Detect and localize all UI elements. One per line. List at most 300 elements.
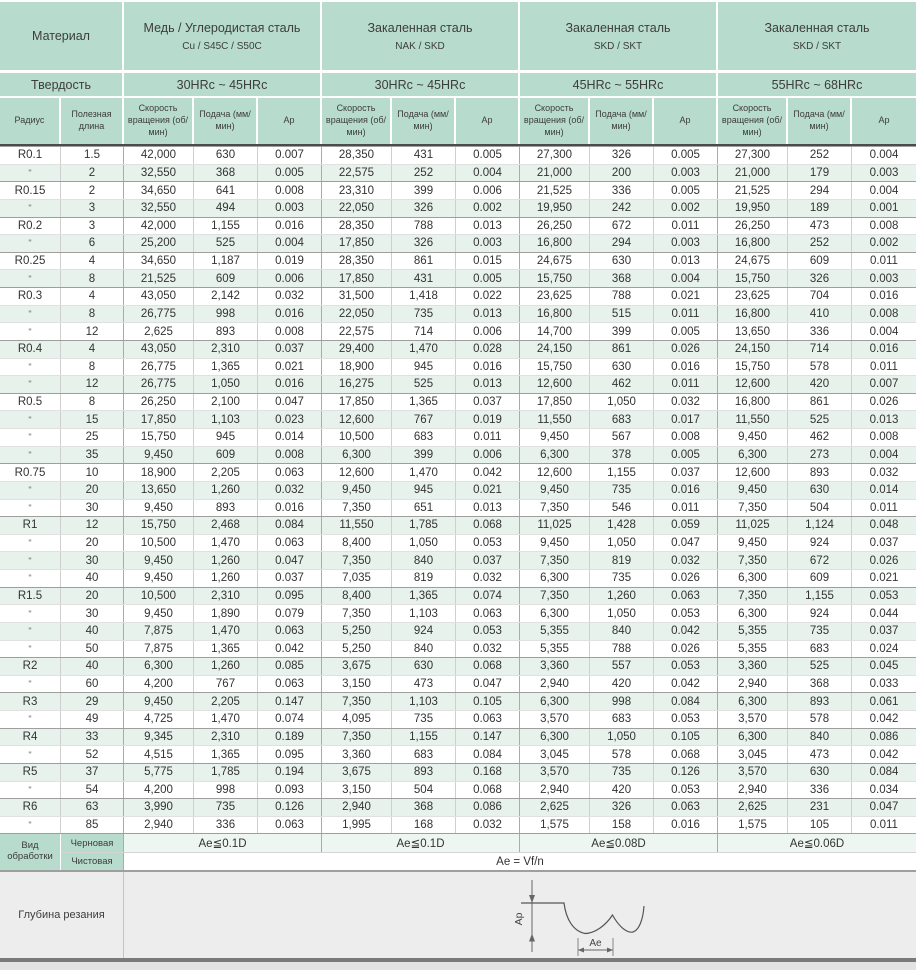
cell-speed: 7,350 — [520, 500, 590, 517]
cell-speed: 17,850 — [322, 235, 392, 252]
group-grades: NAK / SKD — [395, 40, 445, 52]
cell-speed: 2,625 — [520, 799, 590, 816]
rough-row — [61, 834, 916, 852]
table-row — [0, 181, 916, 199]
cell-feed: 473 — [788, 218, 852, 235]
cell-speed: 17,850 — [124, 411, 194, 428]
cell-speed: 6,300 — [520, 605, 590, 622]
cell-ap: 0.013 — [456, 306, 520, 323]
cell-ap: 0.053 — [654, 658, 718, 675]
cell-speed: 15,750 — [124, 517, 194, 534]
cell-feed: 420 — [590, 782, 654, 799]
cell-speed: 4,200 — [124, 782, 194, 799]
cell-feed: 1,470 — [194, 535, 258, 552]
cell-feed: 1,365 — [392, 588, 456, 605]
cell-speed: 2,940 — [520, 782, 590, 799]
table-row — [0, 798, 916, 816]
cell-speed: 9,450 — [520, 482, 590, 499]
cell-feed: 609 — [788, 570, 852, 587]
material-header-row — [0, 2, 916, 70]
cell-ap: 0.013 — [869, 413, 899, 426]
cell-ap: 0.008 — [258, 182, 322, 199]
cell-speed: 9,450 — [124, 570, 194, 587]
cell-speed: 6,300 — [520, 447, 590, 464]
cell-feed: 105 — [788, 817, 852, 834]
cell-speed: 7,875 — [124, 641, 194, 658]
cell-radius: ʺ — [0, 482, 61, 499]
cell-ap: 0.016 — [258, 376, 322, 393]
hardness-range-3: 45HRc ~ 55HRc — [520, 73, 718, 96]
cell-ap: 0.194 — [258, 764, 322, 781]
cell-ap: 0.002 — [456, 200, 520, 217]
cell-speed: 5,355 — [718, 623, 788, 640]
cell-ap: 0.068 — [456, 517, 520, 534]
cell-speed: 3,570 — [718, 764, 788, 781]
cell-ap: 0.003 — [654, 235, 718, 252]
cell-ap: 0.048 — [869, 519, 899, 532]
cell-feed: 861 — [590, 341, 654, 358]
cell-speed: 43,050 — [124, 288, 194, 305]
length-column-header: Полезная длина — [61, 98, 124, 144]
cell-ap: 0.084 — [654, 693, 718, 710]
cell-speed: 34,650 — [124, 253, 194, 270]
cell-feed: 1,470 — [392, 464, 456, 481]
cell-feed: 924 — [392, 623, 456, 640]
cell-feed: 399 — [392, 447, 456, 464]
cell-speed: 3,045 — [520, 746, 590, 763]
cell-ap: 0.063 — [258, 817, 322, 834]
cell-speed: 15,750 — [718, 270, 788, 287]
rough-value-3: Ae≦0.08D — [520, 834, 718, 852]
cell-length: 6 — [61, 235, 124, 252]
radius-column-header: Радиус — [0, 98, 61, 144]
cell-radius: R2 — [0, 658, 61, 675]
table-row — [0, 358, 916, 376]
cell-ap: 0.004 — [456, 165, 520, 182]
cell-feed: 462 — [788, 429, 852, 446]
table-row — [0, 252, 916, 270]
cell-speed: 16,800 — [520, 235, 590, 252]
cell-feed: 179 — [788, 165, 852, 182]
cell-radius: R5 — [0, 764, 61, 781]
cell-speed: 24,150 — [718, 341, 788, 358]
cell-ap: 0.063 — [258, 535, 322, 552]
cell-speed: 8,400 — [322, 588, 392, 605]
cell-feed: 924 — [788, 535, 852, 552]
cell-feed: 683 — [392, 746, 456, 763]
cell-ap: 0.003 — [654, 165, 718, 182]
feed-column-header: Подача (мм/мин) — [788, 98, 852, 144]
cell-ap: 0.026 — [869, 396, 899, 409]
cell-speed: 7,350 — [322, 729, 392, 746]
cell-ap: 0.061 — [869, 695, 899, 708]
cell-feed: 893 — [788, 464, 852, 481]
mode-label-cell: Вид обработки — [0, 834, 61, 870]
table-row — [0, 657, 916, 675]
cell-feed: 893 — [788, 693, 852, 710]
cell-feed: 1,365 — [194, 641, 258, 658]
cell-ap: 0.016 — [258, 218, 322, 235]
cell-feed: 504 — [788, 500, 852, 517]
group-grades: Cu / S45C / S50C — [182, 40, 262, 52]
table-row — [0, 781, 916, 799]
cell-ap: 0.047 — [258, 394, 322, 411]
cell-feed: 252 — [392, 165, 456, 182]
cell-speed: 16,800 — [718, 394, 788, 411]
cell-radius: R0.5 — [0, 394, 61, 411]
cell-feed: 431 — [392, 270, 456, 287]
cell-length: 8 — [61, 306, 124, 323]
cell-ap: 0.074 — [456, 588, 520, 605]
cell-feed: 294 — [788, 182, 852, 199]
cell-speed: 16,800 — [718, 235, 788, 252]
table-row — [0, 375, 916, 393]
cell-length: 12 — [61, 517, 124, 534]
cell-feed: 525 — [788, 411, 852, 428]
cell-feed: 168 — [392, 817, 456, 834]
cell-feed: 683 — [788, 641, 852, 658]
table-row — [0, 728, 916, 746]
cell-ap: 0.004 — [869, 448, 899, 461]
cell-feed: 1,470 — [194, 711, 258, 728]
cell-radius: ʺ — [0, 641, 61, 658]
table-row — [0, 410, 916, 428]
cell-feed: 2,468 — [194, 517, 258, 534]
cell-ap: 0.016 — [654, 359, 718, 376]
table-row — [0, 675, 916, 693]
cell-speed: 3,150 — [322, 676, 392, 693]
cell-speed: 5,355 — [520, 623, 590, 640]
cell-speed: 24,675 — [520, 253, 590, 270]
cell-speed: 21,525 — [718, 182, 788, 199]
rough-value-2: Ae≦0.1D — [322, 834, 520, 852]
cell-feed: 1,418 — [392, 288, 456, 305]
cell-feed: 557 — [590, 658, 654, 675]
cell-ap: 0.105 — [654, 729, 718, 746]
cell-feed: 368 — [194, 165, 258, 182]
cell-ap: 0.026 — [869, 554, 899, 567]
cell-speed: 22,050 — [322, 306, 392, 323]
cell-length: 30 — [61, 552, 124, 569]
cell-speed: 12,600 — [718, 464, 788, 481]
cell-feed: 819 — [590, 552, 654, 569]
cell-length: 63 — [61, 799, 124, 816]
cell-feed: 998 — [194, 782, 258, 799]
feed-column-header: Подача (мм/мин) — [590, 98, 654, 144]
cell-length: 20 — [61, 535, 124, 552]
cell-ap: 0.168 — [456, 764, 520, 781]
cell-speed: 42,000 — [124, 218, 194, 235]
cell-feed: 945 — [392, 359, 456, 376]
table-row — [0, 710, 916, 728]
cell-ap: 0.007 — [258, 147, 322, 164]
cell-ap: 0.085 — [258, 658, 322, 675]
cell-ap: 0.004 — [869, 149, 899, 162]
cell-length: 85 — [61, 817, 124, 834]
cell-speed: 28,350 — [322, 253, 392, 270]
cell-ap: 0.147 — [258, 693, 322, 710]
cell-ap: 0.053 — [869, 589, 899, 602]
cell-radius: ʺ — [0, 165, 61, 182]
cell-ap: 0.008 — [258, 323, 322, 340]
cell-ap: 0.084 — [869, 766, 899, 779]
group-grades: SKD / SKT — [593, 40, 643, 52]
cell-radius: R0.1 — [0, 147, 61, 164]
cell-speed: 3,150 — [322, 782, 392, 799]
cell-ap: 0.042 — [869, 748, 899, 761]
cell-feed: 525 — [788, 658, 852, 675]
cell-ap: 0.016 — [869, 290, 899, 303]
cell-ap: 0.093 — [258, 782, 322, 799]
cell-feed: 420 — [590, 676, 654, 693]
cell-ap: 0.042 — [869, 713, 899, 726]
cell-feed: 1,050 — [590, 729, 654, 746]
cell-length: 49 — [61, 711, 124, 728]
cell-feed: 893 — [194, 500, 258, 517]
cell-speed: 18,900 — [322, 359, 392, 376]
cell-feed: 1,365 — [194, 359, 258, 376]
cell-radius: R0.75 — [0, 464, 61, 481]
cell-feed: 368 — [788, 676, 852, 693]
cell-feed: 336 — [590, 182, 654, 199]
cell-radius: ʺ — [0, 746, 61, 763]
cell-feed: 2,310 — [194, 588, 258, 605]
cell-feed: 767 — [392, 411, 456, 428]
cell-ap: 0.042 — [456, 464, 520, 481]
cell-ap: 0.024 — [869, 642, 899, 655]
cell-feed: 242 — [590, 200, 654, 217]
data-rows — [0, 146, 916, 833]
cell-feed: 326 — [788, 270, 852, 287]
cell-speed: 11,025 — [718, 517, 788, 534]
cell-speed: 5,355 — [520, 641, 590, 658]
cell-ap: 0.004 — [869, 184, 899, 197]
cell-radius: ʺ — [0, 235, 61, 252]
cell-feed: 672 — [788, 552, 852, 569]
cell-ap: 0.004 — [869, 325, 899, 338]
cell-ap: 0.059 — [654, 517, 718, 534]
cell-speed: 9,450 — [124, 552, 194, 569]
cell-feed: 1,155 — [194, 218, 258, 235]
cell-speed: 6,300 — [322, 447, 392, 464]
cell-speed: 27,300 — [718, 147, 788, 164]
cell-speed: 6,300 — [124, 658, 194, 675]
cell-speed: 3,675 — [322, 658, 392, 675]
cell-ap: 0.063 — [456, 605, 520, 622]
cell-ap: 0.016 — [869, 343, 899, 356]
cell-feed: 2,205 — [194, 464, 258, 481]
cell-speed: 28,350 — [322, 147, 392, 164]
cell-speed: 7,350 — [322, 693, 392, 710]
feed-column-header: Подача (мм/мин) — [194, 98, 258, 144]
cell-ap: 0.047 — [869, 801, 899, 814]
cell-speed: 7,350 — [520, 588, 590, 605]
cell-ap: 0.042 — [258, 641, 322, 658]
cell-speed: 6,300 — [520, 693, 590, 710]
table-row — [0, 164, 916, 182]
cell-radius: ʺ — [0, 605, 61, 622]
cell-length: 30 — [61, 500, 124, 517]
cell-feed: 1,155 — [392, 729, 456, 746]
cell-ap: 0.034 — [869, 783, 899, 796]
cell-ap: 0.016 — [654, 817, 718, 834]
cell-speed: 6,300 — [718, 693, 788, 710]
table-row — [0, 322, 916, 340]
cell-length: 37 — [61, 764, 124, 781]
cell-feed: 788 — [392, 218, 456, 235]
cell-speed: 22,575 — [322, 165, 392, 182]
cell-feed: 893 — [392, 764, 456, 781]
cell-speed: 1,575 — [520, 817, 590, 834]
cell-feed: 893 — [194, 323, 258, 340]
cell-length: 35 — [61, 447, 124, 464]
cell-ap: 0.011 — [654, 306, 718, 323]
cell-ap: 0.002 — [654, 200, 718, 217]
cell-speed: 11,025 — [520, 517, 590, 534]
cell-ap: 0.004 — [654, 270, 718, 287]
cell-radius: ʺ — [0, 376, 61, 393]
cell-feed: 326 — [392, 235, 456, 252]
cell-length: 4 — [61, 341, 124, 358]
cell-speed: 12,600 — [520, 376, 590, 393]
cell-feed: 945 — [392, 482, 456, 499]
cell-ap: 0.095 — [258, 746, 322, 763]
cell-ap: 0.008 — [869, 307, 899, 320]
mode-rows — [0, 833, 916, 870]
cell-ap: 0.086 — [869, 730, 899, 743]
material-group-1 — [124, 2, 322, 70]
table-row — [0, 640, 916, 658]
cell-ap: 0.026 — [654, 641, 718, 658]
cell-length: 10 — [61, 464, 124, 481]
cell-ap: 0.011 — [654, 500, 718, 517]
cell-feed: 1,260 — [590, 588, 654, 605]
cell-feed: 672 — [590, 218, 654, 235]
depth-diagram — [436, 872, 686, 958]
cell-speed: 26,250 — [124, 394, 194, 411]
cell-speed: 2,625 — [718, 799, 788, 816]
cell-ap: 0.032 — [456, 641, 520, 658]
cell-ap: 0.026 — [654, 341, 718, 358]
cell-ap: 0.053 — [456, 623, 520, 640]
cell-ap: 0.053 — [654, 605, 718, 622]
cell-ap: 0.037 — [654, 464, 718, 481]
cell-ap: 0.013 — [456, 218, 520, 235]
speed-column-header: Скорость вращения (об/мин) — [718, 98, 788, 144]
cell-ap: 0.021 — [869, 572, 899, 585]
cell-ap: 0.189 — [258, 729, 322, 746]
cell-ap: 0.011 — [870, 819, 898, 832]
cell-feed: 2,310 — [194, 341, 258, 358]
column-header-row — [0, 98, 916, 144]
cell-ap: 0.063 — [258, 464, 322, 481]
cell-feed: 998 — [590, 693, 654, 710]
cell-ap: 0.105 — [456, 693, 520, 710]
cell-ap: 0.037 — [456, 552, 520, 569]
cell-speed: 7,350 — [718, 500, 788, 517]
table-row — [0, 217, 916, 235]
table-row — [0, 428, 916, 446]
cell-feed: 2,100 — [194, 394, 258, 411]
cell-speed: 9,450 — [520, 429, 590, 446]
cell-ap: 0.005 — [654, 147, 718, 164]
cell-feed: 683 — [590, 411, 654, 428]
cell-feed: 252 — [788, 147, 852, 164]
cell-speed: 15,750 — [124, 429, 194, 446]
cell-ap: 0.015 — [456, 253, 520, 270]
cell-feed: 1,155 — [590, 464, 654, 481]
cell-length: 40 — [61, 623, 124, 640]
cell-length: 1.5 — [61, 147, 124, 164]
cell-speed: 2,940 — [718, 782, 788, 799]
speed-column-header: Скорость вращения (об/мин) — [124, 98, 194, 144]
cell-speed: 21,000 — [718, 165, 788, 182]
hardness-header-row — [0, 73, 916, 96]
cell-feed: 630 — [590, 253, 654, 270]
cell-speed: 2,625 — [124, 323, 194, 340]
cell-speed: 5,775 — [124, 764, 194, 781]
cell-feed: 431 — [392, 147, 456, 164]
cell-ap: 0.005 — [258, 165, 322, 182]
cell-ap: 0.053 — [456, 535, 520, 552]
cell-ap: 0.016 — [258, 500, 322, 517]
cell-feed: 861 — [392, 253, 456, 270]
cell-radius: R0.25 — [0, 253, 61, 270]
cell-speed: 15,750 — [520, 270, 590, 287]
cell-feed: 200 — [590, 165, 654, 182]
cell-speed: 14,700 — [520, 323, 590, 340]
cell-feed: 630 — [392, 658, 456, 675]
material-group-4 — [718, 2, 916, 70]
cell-ap: 0.045 — [869, 660, 899, 673]
cell-speed: 6,300 — [718, 729, 788, 746]
cell-ap: 0.013 — [456, 376, 520, 393]
cell-feed: 567 — [590, 429, 654, 446]
table-row — [0, 481, 916, 499]
cell-length: 8 — [61, 270, 124, 287]
cell-feed: 788 — [590, 288, 654, 305]
cell-feed: 1,470 — [392, 341, 456, 358]
cell-length: 8 — [61, 359, 124, 376]
cell-speed: 5,250 — [322, 623, 392, 640]
cell-feed: 515 — [590, 306, 654, 323]
cell-feed: 2,310 — [194, 729, 258, 746]
cell-speed: 7,350 — [322, 605, 392, 622]
cell-feed: 1,155 — [788, 588, 852, 605]
cell-speed: 6,300 — [520, 729, 590, 746]
cell-feed: 840 — [392, 641, 456, 658]
cell-feed: 525 — [194, 235, 258, 252]
cell-speed: 19,950 — [520, 200, 590, 217]
cell-speed: 3,360 — [322, 746, 392, 763]
cell-ap: 0.126 — [654, 764, 718, 781]
cell-feed: 326 — [392, 200, 456, 217]
cell-speed: 12,600 — [718, 376, 788, 393]
cell-feed: 410 — [788, 306, 852, 323]
cell-speed: 17,850 — [520, 394, 590, 411]
cell-speed: 10,500 — [322, 429, 392, 446]
cell-speed: 15,750 — [718, 359, 788, 376]
cell-radius: ʺ — [0, 782, 61, 799]
cell-speed: 28,350 — [322, 218, 392, 235]
cell-length: 40 — [61, 658, 124, 675]
cell-ap: 0.053 — [654, 711, 718, 728]
cell-speed: 3,675 — [322, 764, 392, 781]
cell-feed: 735 — [392, 306, 456, 323]
cell-speed: 27,300 — [520, 147, 590, 164]
ap-column-header: Ap — [258, 98, 322, 144]
group-name: Закаленная сталь — [764, 20, 870, 35]
